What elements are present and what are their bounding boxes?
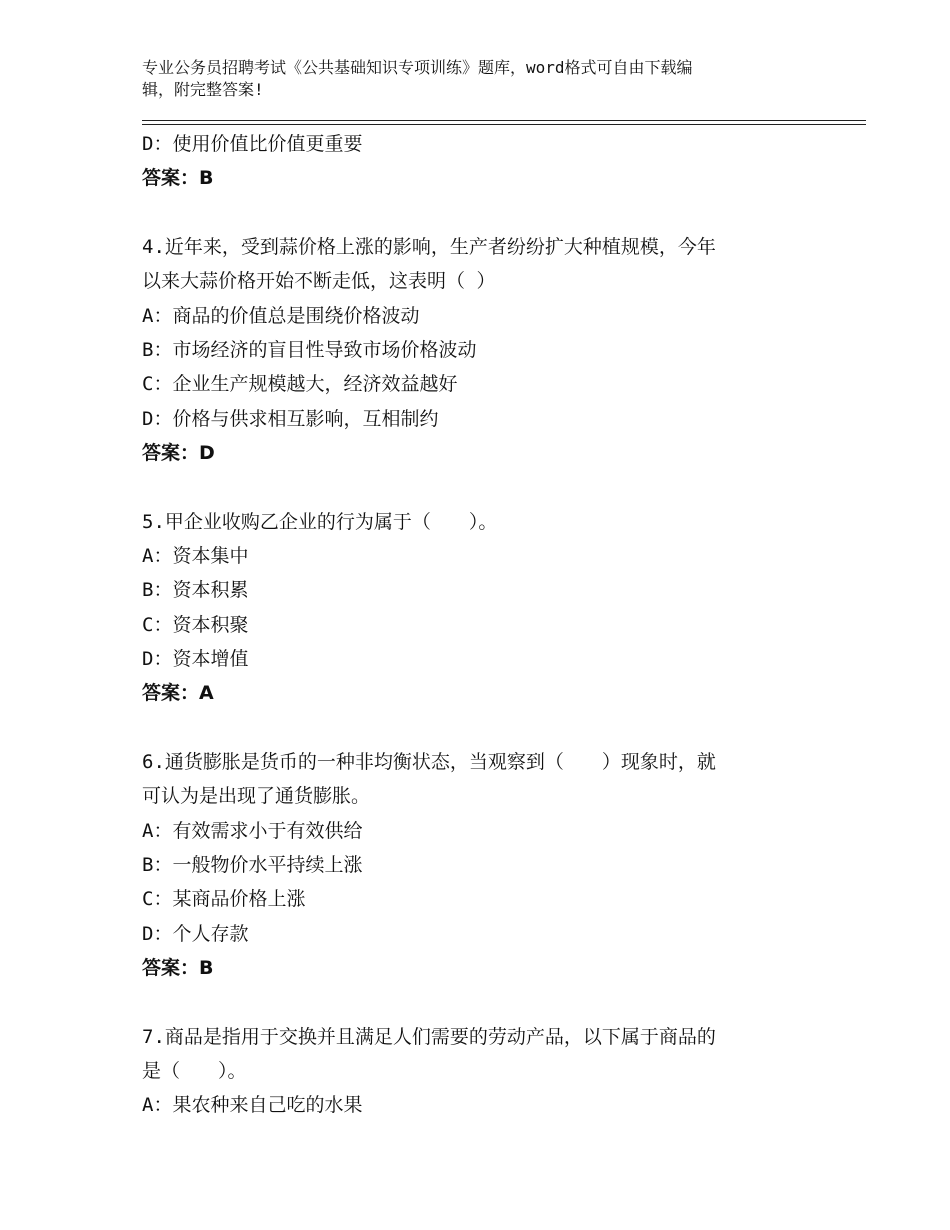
option-a: A：商品的价值总是围绕价格波动: [142, 304, 420, 327]
spacer: [142, 986, 802, 1020]
question-stem: 4.近年来，受到蒜价格上涨的影响，生产者纷纷扩大种植规模，今年: [142, 235, 716, 258]
option-a: A：资本集中: [142, 544, 249, 567]
question-stem: 以来大蒜价格开始不断走低，这表明（ ）: [142, 270, 496, 293]
question-stem: 7.商品是指用于交换并且满足人们需要的劳动产品，以下属于商品的: [142, 1025, 716, 1048]
question-list: [142, 127, 802, 1123]
question-stem: 是（ ）。: [142, 1059, 247, 1082]
question-7: [142, 1020, 802, 1123]
option-b: B：资本积累: [142, 579, 249, 602]
answer: 答案：D: [142, 442, 215, 465]
option-d: D：价格与供求相互影响，互相制约: [142, 407, 439, 430]
option-c: C：企业生产规模越大，经济效益越好: [142, 373, 458, 396]
option-b: B：市场经济的盲目性导致市场价格波动: [142, 338, 477, 361]
header-rule-bottom: [142, 124, 866, 125]
option-d: D：资本增值: [142, 648, 249, 671]
option-a: A：有效需求小于有效供给: [142, 819, 363, 842]
question-5: [142, 505, 802, 711]
option-a: A：果农种来自己吃的水果: [142, 1094, 363, 1117]
spacer: [142, 196, 802, 230]
header-rule-top: [142, 120, 866, 121]
question-stem: 可认为是出现了通货膨胀。: [142, 785, 371, 808]
question-4: [142, 230, 802, 471]
option-c: C：资本积聚: [142, 613, 249, 636]
option-d: D：个人存款: [142, 922, 249, 945]
question-stem: 5.甲企业收购乙企业的行为属于（ ）。: [142, 510, 498, 533]
document-header: [142, 57, 792, 101]
answer: 答案：B: [142, 167, 214, 190]
question-stem: 6.通货膨胀是货币的一种非均衡状态，当观察到（ ）现象时，就: [142, 750, 716, 773]
answer: 答案：A: [142, 682, 214, 705]
option-c: C：某商品价格上涨: [142, 888, 306, 911]
option-d: D：使用价值比价值更重要: [142, 133, 363, 155]
spacer: [142, 471, 802, 505]
spacer: [142, 711, 802, 745]
answer: 答案：B: [142, 957, 214, 980]
option-b: B：一般物价水平持续上涨: [142, 854, 363, 877]
header-title-line-1: 专业公务员招聘考试《公共基础知识专项训练》题库，word格式可自由下载编: [142, 58, 693, 77]
question-6: [142, 745, 802, 986]
header-title-line-2: 辑，附完整答案!: [142, 80, 264, 99]
